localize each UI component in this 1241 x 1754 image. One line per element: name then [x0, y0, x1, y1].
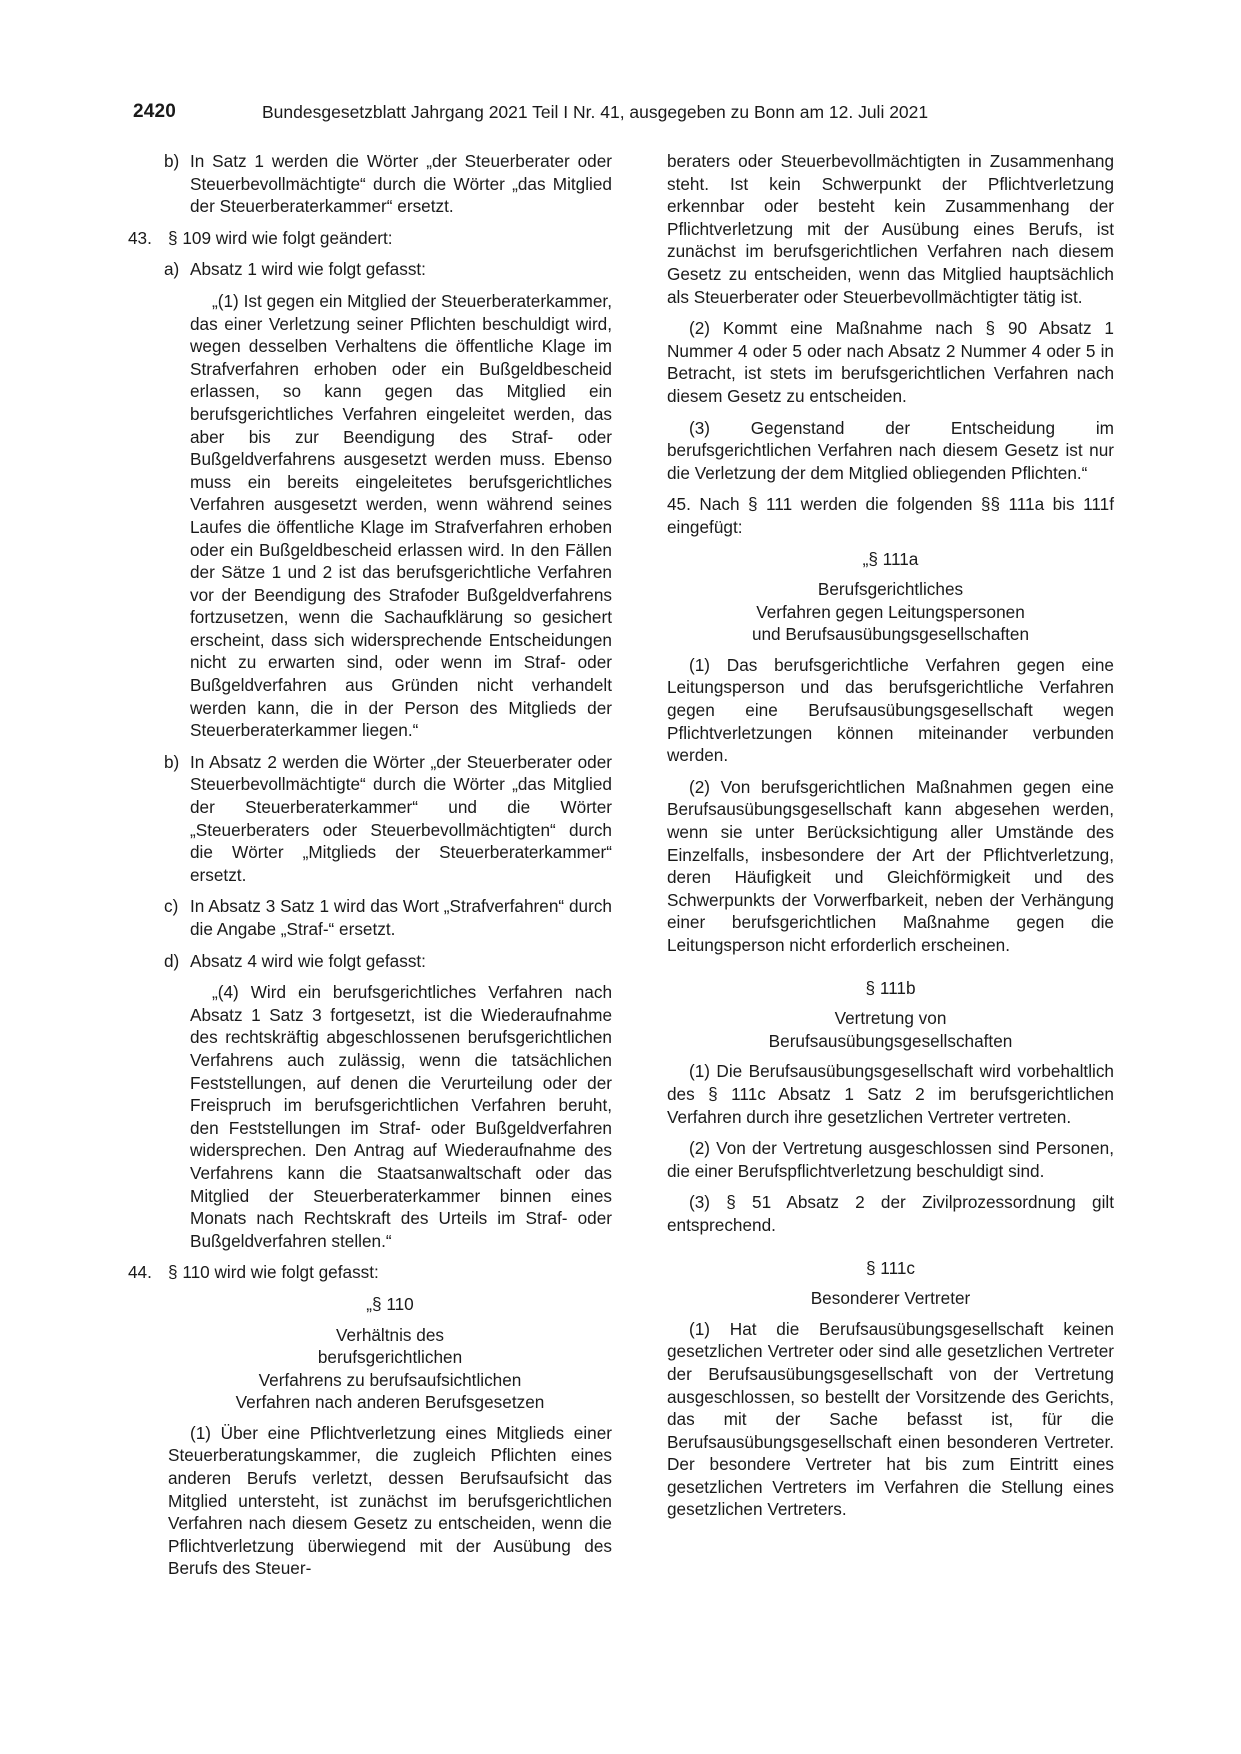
list-text: Absatz 1 wird wie folgt gefasst:	[190, 259, 426, 280]
section-title-line: Verhältnis des	[336, 1324, 444, 1345]
quoted-paragraph: „(4) Wird ein berufsgerichtliches Verfahren nach Absatz 1 Satz 3 fortgesetzt, ist die Wiederaufnahme des rechtskräftig abgeschlossenen berufsgerichtlichen Verfahrens auch zulässig, wenn die tatsächlichen Feststellungen, auf denen die Verurteilung oder der Freispruch im berufsgerichtlichen Verfahren beruht, den Feststellungen im Straf- oder Bußgeldverfahren widersprechen. Den Antrag auf Wiederaufnahme des Verfahrens kann die Staatsanwaltschaft oder das Mitglied der Steuerberaterkammer binnen eines Monats nach Rechtskraft des Urteils im Straf- oder Bußgeldverfahren stellen.“	[190, 982, 612, 1251]
section-number: § 111b	[865, 977, 916, 998]
list-item-c	[128, 895, 612, 940]
list-text: Nach § 111 werden die folgenden §§ 111a bis 111f eingefügt:	[667, 494, 1114, 537]
paragraph: (1) Die Berufsausübungsgesellschaft wird vorbehaltlich des § 111c Absatz 1 Satz 2 im berufsgerichtlichen Verfahren durch ihre gesetzlichen Vertreter vertreten.	[667, 1061, 1114, 1127]
quoted-paragraph: „(1) Ist gegen ein Mitglied der Steuerberaterkammer, das einer Verletzung seiner Pflichten beschuldigt wird, wegen desselben Verhaltens die öffentliche Klage im Strafverfahren erhoben oder ein Bußgeldbescheid erlassen, so kann gegen das Mitglied ein berufsgerichtliches Verfahren eingeleitet werden, das aber bis zur Beendigung des Straf- oder Bußgeldverfahrens ausgesetzt werden muss. Ebenso muss ein bereits eingeleitetes berufsgerichtliches Verfahren ausgesetzt werden, wenn während seines Laufes die öffentliche Klage im Strafverfahren erhoben oder ein Bußgeldbescheid erlassen wird. In den Fällen der Sätze 1 und 2 ist das berufsgerichtliche Verfahren vor der Beendigung des Strafoder Bußgeldverfahrens fortzusetzen, wenn die Sachaufklärung so gesichert erscheint, dass sich widersprechende Entscheidungen nicht zu erwarten sind, oder wenn im Straf- oder Bußgeldverfahren aus Gründen nicht verhandelt werden kann, die in der Person des Mitglieds der Steuerberaterkammer liegen.“	[190, 290, 612, 741]
list-text: Absatz 4 wird wie folgt gefasst:	[190, 950, 426, 971]
list-item-a	[128, 258, 612, 281]
list-item-b	[128, 751, 612, 887]
section-title-line: berufsgerichtlichen	[317, 1347, 463, 1368]
section-title-line: Verfahren nach anderen Berufsgesetzen	[235, 1392, 545, 1413]
list-marker: 45.	[667, 494, 691, 515]
section-heading	[667, 548, 1114, 646]
section-title-line: Verfahren gegen Leitungspersonen	[756, 601, 1025, 622]
section-title-line: Verfahrens zu berufsaufsichtlichen	[258, 1369, 522, 1390]
paragraph: (2) Von berufsgerichtlichen Maßnahmen gegen eine Berufsausübungsgesellschaft kann abgesehen werden, wenn sie unter Berücksichtigung aller Umstände des Einzelfalls, insbesondere der Art der Pflichtverletzung, deren Häufigkeit und Gleichförmigkeit und des Schwerpunkts der Vorwerfbarkeit, neben der Verhängung einer berufsgerichtlichen Maßnahme gegen die Leitungsperson nicht erforderlich erscheinen.	[667, 776, 1114, 955]
section-title-line: Berufsgerichtliches	[817, 579, 964, 600]
section-title-line: Vertretung von	[834, 1008, 947, 1029]
section-heading	[667, 1007, 1114, 1052]
paragraph: (3) Gegenstand der Entscheidung im berufsgerichtlichen Verfahren nach diesem Gesetz ist nur die Verletzung der dem Mitglied obliegenden Pflichten.“	[667, 417, 1114, 483]
section-title-line: Berufsausübungsgesellschaften	[768, 1030, 1013, 1051]
list-marker: a)	[164, 259, 180, 280]
section-heading	[667, 1287, 1114, 1310]
section-number: § 111c	[865, 1257, 916, 1278]
section-title-line: Besonderer Vertreter	[810, 1288, 971, 1309]
list-text: In Absatz 2 werden die Wörter „der Steuerberater oder Steuerbevollmächtigte“ durch die Wörter „das Mitglied der Steuerberaterkammer“ und die Wörter „Steuerberaters oder Steuerbevollmächtigten“ durch die Wörter „Mitglieds der Steuerberaterkammer“ ersetzt.	[190, 751, 612, 885]
paragraph: beraters oder Steuerbevollmächtigten in Zusammenhang steht. Ist kein Schwerpunkt der Pflichtverletzung erkennbar oder besteht kein Zusammenhang der Pflichtverletzung mit der Ausübung eines Berufs, ist zunächst im berufsgerichtlichen Verfahren nach diesem Gesetz zu entscheiden, wenn das Mitglied hauptsächlich als Steuerberater oder Steuerbevollmächtigter tätig ist.	[667, 151, 1114, 307]
page-number: 2420	[133, 101, 177, 122]
list-text: § 109 wird wie folgt geändert:	[168, 227, 393, 248]
list-text: In Satz 1 werden die Wörter „der Steuerberater oder Steuerbevollmächtigte“ durch die Wörter „das Mitglied der Steuerberaterkammer“ ersetzt.	[190, 151, 612, 217]
running-title: Bundesgesetzblatt Jahrgang 2021 Teil I Nr. 41, ausgegeben zu Bonn am 12. Juli 2021	[262, 102, 929, 122]
list-item-b	[128, 150, 612, 218]
paragraph: (3) § 51 Absatz 2 der Zivilprozessordnung gilt entsprechend.	[667, 1192, 1114, 1235]
left-column	[128, 150, 612, 1589]
section-heading	[128, 1293, 612, 1414]
list-marker: 43.	[128, 227, 152, 248]
paragraph: (1) Hat die Berufsausübungsgesellschaft keinen gesetzlichen Vertreter oder sind alle gesetzlichen Vertreter der Berufsausübungsgesellschaft von der Vertretung ausgeschlossen, so bestellt der Vorsitzende des Gerichts, das mit der Sache befasst ist, für die Berufsausübungsgesellschaft einen besonderen Vertreter. Der besondere Vertreter hat bis zum Eintritt eines gesetzlichen Vertreters im Verfahren die Stellung eines gesetzlichen Vertreters.	[667, 1318, 1114, 1520]
list-marker: b)	[164, 751, 180, 772]
list-marker: 44.	[128, 1262, 152, 1283]
list-item-d	[128, 950, 612, 973]
list-marker: d)	[164, 950, 180, 971]
list-marker: b)	[164, 151, 180, 171]
paragraph: (1) Das berufsgerichtliche Verfahren gegen eine Leitungsperson und das berufsgerichtliche Verfahren gegen eine Berufsausübungsgesellschaft wegen Pflichtverletzungen können miteinander verbunden werden.	[667, 654, 1114, 766]
section-title-line: und Berufsausübungsgesellschaften	[751, 624, 1030, 645]
list-item-44	[128, 1261, 612, 1284]
section-number: „§ 111a	[862, 548, 919, 569]
list-item-45	[667, 493, 1114, 538]
right-column	[667, 150, 1114, 1530]
list-marker: c)	[164, 896, 179, 917]
paragraph: (2) Von der Vertretung ausgeschlossen sind Personen, die einer Berufspflichtverletzung beschuldigt sind.	[667, 1138, 1114, 1181]
paragraph: (1) Über eine Pflichtverletzung eines Mitglieds einer Steuerberatungskammer, die zugleich Pflichten eines anderen Berufs verletzt, dessen Berufsaufsicht das Mitglied untersteht, ist zunächst im berufsgerichtlichen Verfahren nach diesem Gesetz zu entscheiden, wenn die Pflichtverletzung überwiegend mit der Ausübung des Berufs des Steuer-	[168, 1422, 612, 1579]
paragraph: (2) Kommt eine Maßnahme nach § 90 Absatz 1 Nummer 4 oder 5 oder nach Absatz 2 Nummer 4 oder 5 in Betracht, ist stets im berufsgerichtlichen Verfahren nach diesem Gesetz zu entscheiden.	[667, 318, 1114, 406]
list-text: In Absatz 3 Satz 1 wird das Wort „Strafverfahren“ durch die Angabe „Straf-“ ersetzt.	[190, 896, 612, 939]
list-item-43	[128, 227, 612, 250]
list-text: § 110 wird wie folgt gefasst:	[168, 1262, 379, 1283]
section-number: „§ 110	[366, 1293, 414, 1314]
